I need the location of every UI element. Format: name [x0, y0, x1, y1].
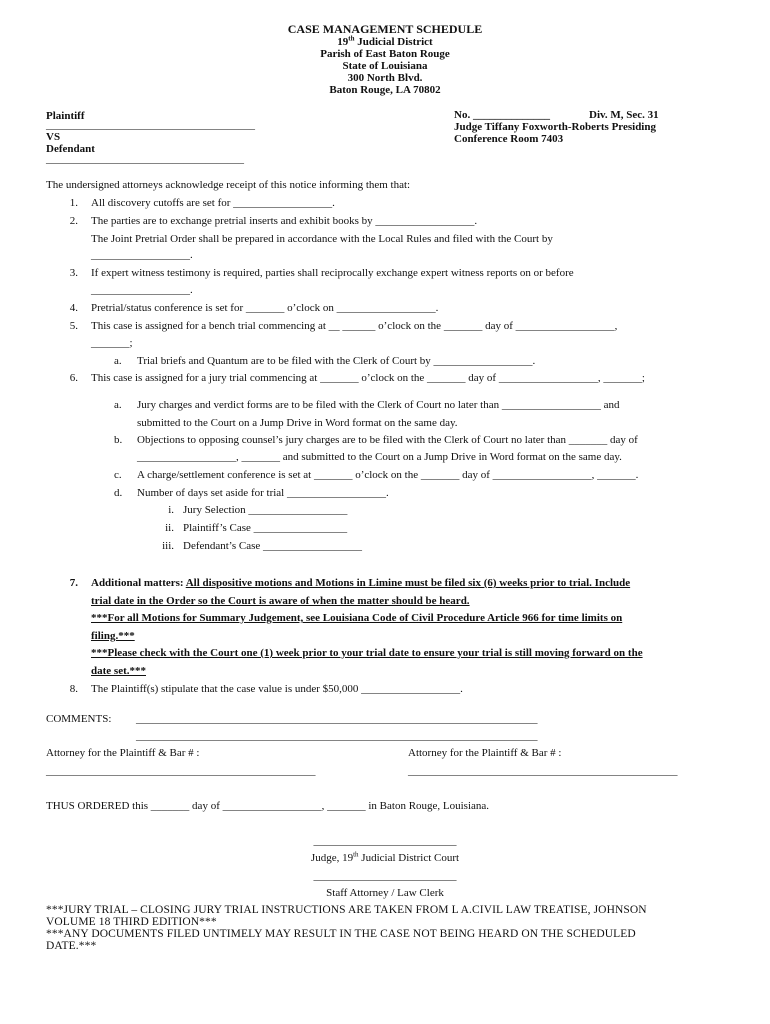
document-title: CASE MANAGEMENT SCHEDULE — [287, 22, 483, 36]
comments-line-1[interactable]: _________________________________________________________________________ — [136, 713, 538, 725]
state-line: State of Louisiana — [342, 60, 428, 72]
item-expert-witness-date[interactable]: __________________. — [91, 284, 193, 296]
item-status-conference[interactable]: Pretrial/status conference is set for _______ o’clock on __________________. — [91, 302, 439, 314]
summary-judgement-note: ***For all Motions for Summary Judgement, see Louisiana Code of Civil Procedure Article 966 for time limits on — [91, 612, 623, 624]
conference-room: Conference Room 7403 — [454, 133, 564, 145]
item-bench-trial[interactable]: This case is assigned for a bench trial commencing at __ ______ o’clock on the _______ day of __________________, — [91, 320, 618, 332]
judge-signature-label: Judge, 19th Judicial District Court — [310, 850, 460, 864]
staff-signature-label: Staff Attorney / Law Clerk — [326, 887, 444, 899]
item-number: 2. — [69, 215, 78, 227]
additional-matters — [91, 576, 630, 590]
check-with-court-note: ***Please check with the Court one (1) week prior to your trial date to ensure your trial is still moving forward on the — [91, 647, 643, 659]
plaintiff-field[interactable]: ______________________________________ — [46, 119, 255, 131]
defendant-label: Defendant — [46, 143, 95, 155]
untimely-documents-note: ***ANY DOCUMENTS FILED UNTIMELY MAY RESULT IN THE CASE NOT BEING HEARD ON THE SCHEDULED — [46, 928, 636, 940]
item-jury-charges[interactable]: Jury charges and verdict forms are to be filed with the Clerk of Court no later than __________________ and — [137, 399, 620, 411]
comments-line-2[interactable]: _________________________________________________________________________ — [136, 730, 538, 742]
item-jury-charges-cont: submitted to the Court on a Jump Drive in Word format on the same day. — [137, 417, 458, 429]
jury-trial-note: ***JURY TRIAL – CLOSING JURY TRIAL INSTRUCTIONS ARE TAKEN FROM L A.CIVIL LAW TREATISE, JOHNSON — [46, 904, 647, 916]
summary-judgement-note-cont: filing.*** — [91, 630, 135, 642]
item-number: 1. — [69, 197, 78, 209]
judge-signature-line[interactable]: __________________________ — [313, 835, 457, 847]
sub-item-roman: i. — [168, 504, 174, 516]
defendant-field[interactable]: ____________________________________ — [46, 153, 244, 165]
item-plaintiff-case[interactable]: Plaintiff’s Case _________________ — [183, 522, 348, 534]
attorney-signature-left[interactable]: _________________________________________________ — [46, 765, 316, 777]
item-number: 6. — [69, 372, 78, 384]
attorney-plaintiff-label-right: Attorney for the Plaintiff & Bar # : — [408, 747, 562, 759]
item-pretrial-inserts[interactable]: The parties are to exchange pretrial inserts and exhibit books by __________________. — [91, 215, 478, 227]
item-number: 7. — [69, 577, 78, 589]
item-trial-briefs[interactable]: Trial briefs and Quantum are to be filed with the Clerk of Court by __________________. — [137, 355, 536, 367]
case-number[interactable]: No. ______________ — [454, 109, 550, 121]
additional-matters-label: Additional matters: — [91, 577, 184, 589]
item-number: 3. — [69, 267, 78, 279]
item-bench-trial-year[interactable]: _______; — [91, 337, 133, 349]
item-number: 4. — [69, 302, 78, 314]
item-jury-trial[interactable]: This case is assigned for a jury trial commencing at _______ o’clock on the _______ day of __________________, _______; — [91, 372, 645, 384]
sub-item-roman: iii. — [162, 540, 174, 552]
item-case-value[interactable]: The Plaintiff(s) stipulate that the case value is under $50,000 __________________. — [91, 683, 463, 695]
item-objections-cont[interactable]: __________________, _______ and submitted to the Court on a Jump Drive in Word format on the same day. — [137, 451, 622, 463]
untimely-documents-note-cont: DATE.*** — [46, 940, 97, 952]
sub-item-roman: ii. — [165, 522, 174, 534]
address-line: 300 North Blvd. — [347, 72, 423, 84]
item-number: 8. — [69, 683, 78, 695]
sub-item-letter: a. — [114, 355, 122, 367]
item-joint-pretrial-date[interactable]: __________________. — [91, 249, 193, 261]
item-number: 5. — [69, 320, 78, 332]
attorney-signature-right[interactable]: _________________________________________________ — [408, 765, 678, 777]
intro-text: The undersigned attorneys acknowledge receipt of this notice informing them that: — [46, 179, 411, 191]
staff-signature-line[interactable]: __________________________ — [313, 870, 457, 882]
vs-label: VS — [46, 131, 61, 143]
district-line: 19th Judicial District — [337, 34, 433, 48]
sub-item-letter: c. — [114, 469, 122, 481]
item-discovery-cutoff[interactable]: All discovery cutoffs are set for __________________. — [91, 197, 335, 209]
comments-label: COMMENTS: — [46, 713, 112, 725]
item-joint-pretrial-order: The Joint Pretrial Order shall be prepared in accordance with the Local Rules and filed with the Court by — [91, 233, 553, 245]
item-jury-selection[interactable]: Jury Selection __________________ — [183, 504, 348, 516]
check-with-court-note-cont: date set.*** — [91, 665, 146, 677]
city-line: Baton Rouge, LA 70802 — [329, 84, 441, 96]
item-defendant-case[interactable]: Defendant’s Case __________________ — [183, 540, 363, 552]
attorney-plaintiff-label-left: Attorney for the Plaintiff & Bar # : — [46, 747, 200, 759]
sub-item-letter: d. — [114, 487, 123, 499]
plaintiff-label: Plaintiff — [46, 110, 85, 122]
dispositive-motions-note-cont: trial date in the Order so the Court is aware of when the matter should be heard. — [91, 595, 470, 607]
sub-item-letter: a. — [114, 399, 122, 411]
jury-trial-note-cont: VOLUME 18 THIRD EDITION*** — [46, 916, 217, 928]
thus-ordered-line[interactable]: THUS ORDERED this _______ day of __________________, _______ in Baton Rouge, Louisiana. — [46, 800, 490, 812]
dispositive-motions-note: All dispositive motions and Motions in Limine must be filed six (6) weeks prior to trial. Include — [185, 577, 631, 589]
sub-item-letter: b. — [114, 434, 123, 446]
parish-line: Parish of East Baton Rouge — [320, 48, 450, 60]
item-objections[interactable]: Objections to opposing counsel’s jury charges are to be filed with the Clerk of Court no later than _______ day of — [137, 434, 638, 446]
item-expert-witness: If expert witness testimony is required, parties shall reciprocally exchange expert witness reports on or before — [91, 267, 574, 279]
item-days-for-trial[interactable]: Number of days set aside for trial __________________. — [137, 487, 389, 499]
judge-presiding: Judge Tiffany Foxworth-Roberts Presiding — [454, 121, 656, 133]
division: Div. M, Sec. 31 — [589, 109, 659, 121]
item-settlement-conference[interactable]: A charge/settlement conference is set at _______ o’clock on the _______ day of __________________, _______. — [137, 469, 639, 481]
